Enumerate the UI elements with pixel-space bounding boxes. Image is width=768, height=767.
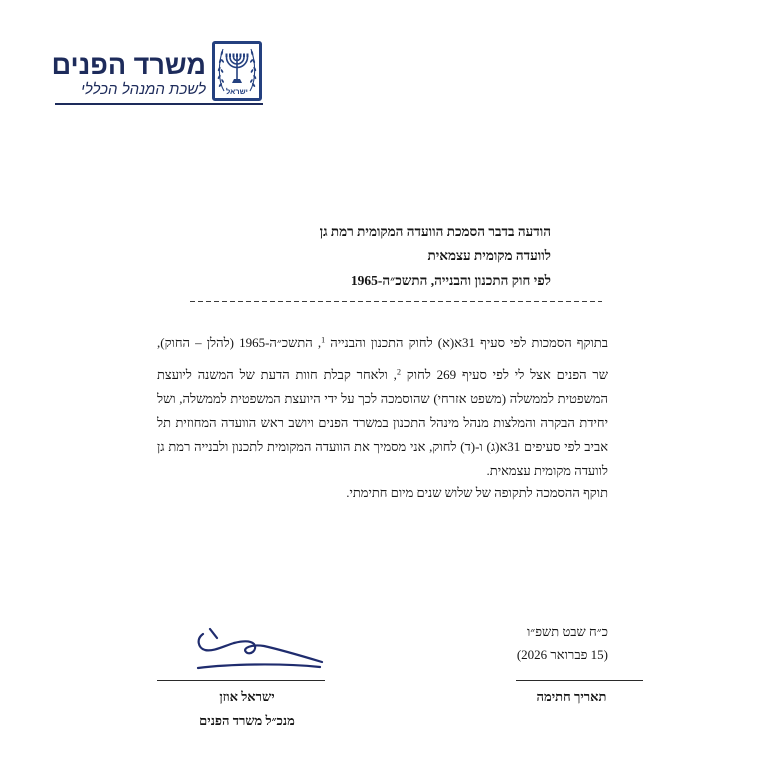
paragraph-delegation-line — [157, 363, 608, 387]
signature-stroke — [234, 641, 322, 662]
notice-title-line-2: לוועדה מקומית עצמאית — [427, 248, 551, 263]
state-emblem-icon — [212, 41, 262, 101]
paragraph-delegation-line: אביב לפי סעיפים 31א(ג) ו-(ד) לחוק, אני מסמיך את הוועדה המקומית לתכנון ולבנייה רמת גן — [157, 439, 608, 454]
date-line — [516, 680, 643, 681]
office-name: לשכת המנהל הכללי — [80, 81, 206, 98]
paragraph-text: שר הפנים אצל לי לפי סעיף 269 לחוק — [400, 367, 608, 382]
signature-stroke — [198, 664, 320, 668]
notice-title-line-3: לפי חוק התכנון והבנייה, התשכ״ה-1965 — [350, 273, 551, 288]
signatory-title: מנכ״ל משרד הפנים — [199, 713, 295, 728]
date-label: תאריך חתימה — [536, 689, 607, 704]
paragraph-text: , ולאחר קבלת חוות הדעת של המשנה ליועצת — [157, 367, 397, 382]
emblem-lettering: ישראל — [226, 87, 248, 96]
paragraph-text: , התשכ״ה-1965 (להלן – החוק), — [157, 335, 322, 350]
paragraph-delegation-line: יחידת הבקרה והמלצות מנהל מינהל התכנון במשרד הפנים ויושב ראש הוועדה המחוזית תל — [157, 415, 608, 430]
signature-stroke — [210, 629, 217, 638]
hebrew-date: כ״ח שבט תשפ״ו — [526, 624, 608, 639]
paragraph-delegation-line: לוועדה מקומית עצמאית. — [486, 463, 608, 478]
handwritten-signature-icon — [190, 626, 330, 678]
notice-title-line-1: הודעה בדבר הסמכת הוועדה המקומית רמת גן — [319, 224, 551, 239]
title-separator — [190, 301, 602, 302]
signature-line — [157, 680, 325, 681]
gregorian-date: (15 פברואר 2026) — [516, 647, 608, 662]
paragraph-text: בתוקף הסמכות לפי סעיף 31א(א) לחוק התכנון והבנייה — [325, 335, 608, 350]
footnote-ref: 2 — [396, 367, 401, 377]
paragraph-validity: תוקף ההסמכה לתקופה של שלוש שנים מיום חתימתי. — [346, 485, 608, 500]
footnote-ref: 1 — [321, 335, 326, 345]
header-rule — [55, 103, 263, 105]
ministry-name: משרד הפנים — [51, 50, 206, 80]
signatory-name: ישראל אוזן — [219, 689, 275, 704]
paragraph-authority — [157, 331, 608, 355]
paragraph-delegation-line: המשפטית לממשלה (משפט אזרחי) שהוסמכה לכך על ידי היועצת המשפטית לממשלה, ושל — [157, 391, 608, 406]
